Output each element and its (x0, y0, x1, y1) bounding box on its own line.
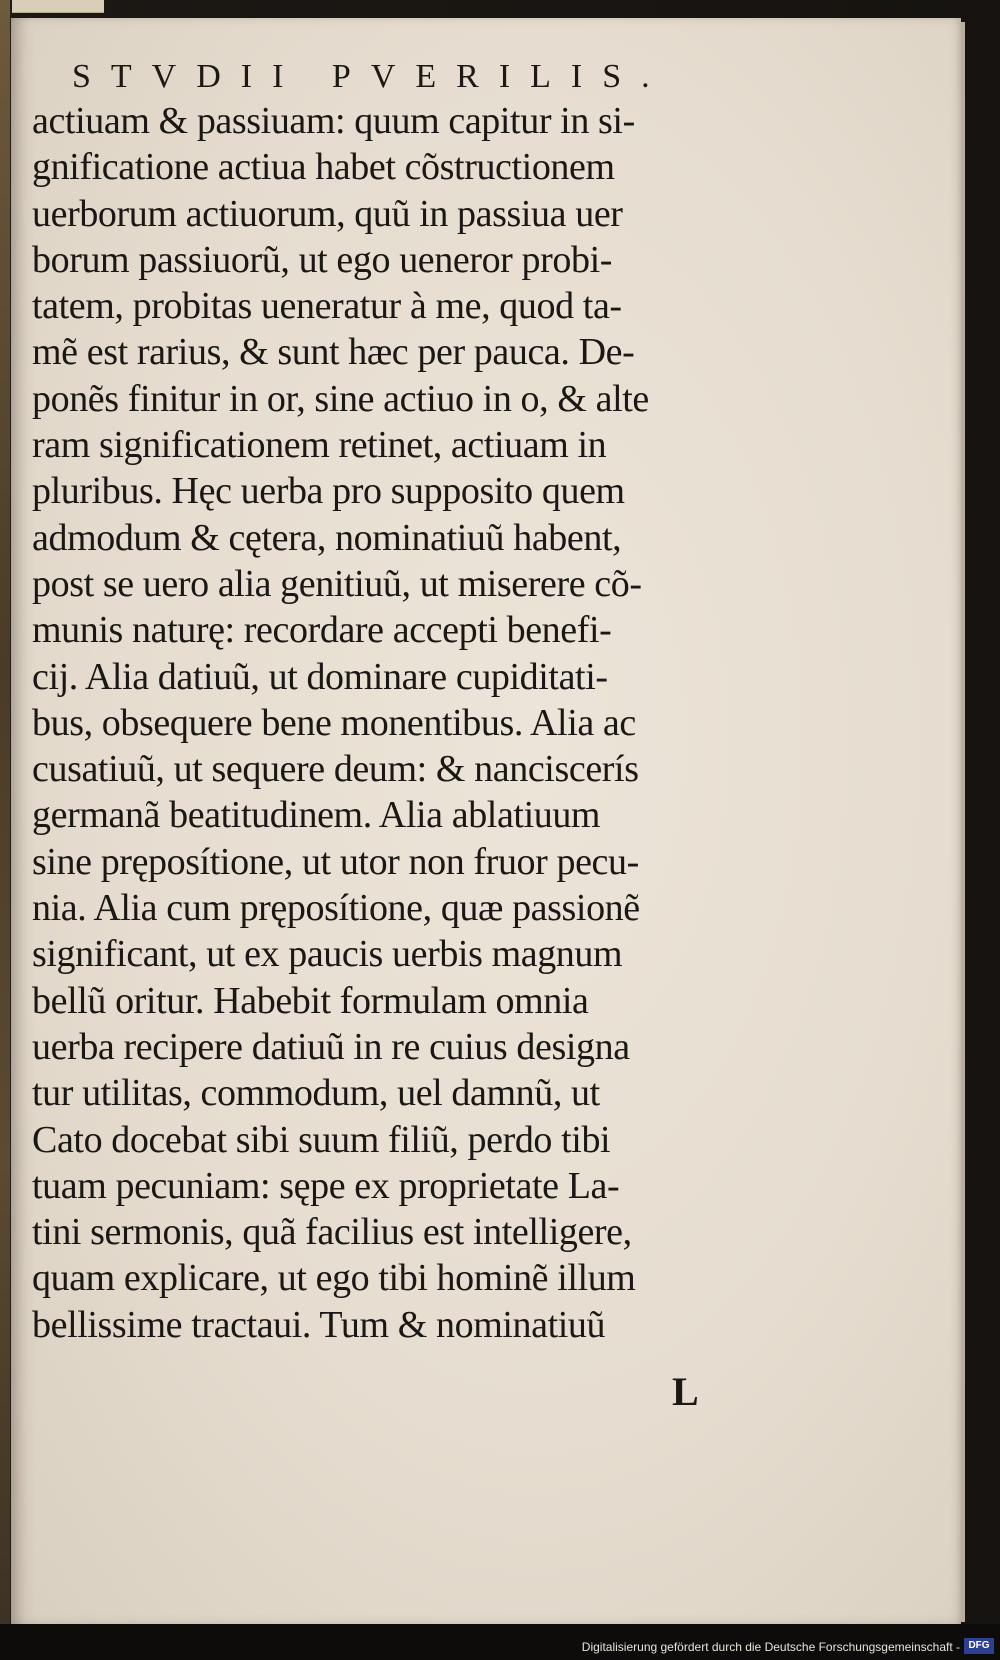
text-line: admodum & cętera, nominatiuũ habent, (32, 516, 622, 559)
text-line: uerborum actiuorum, quũ in passiua uer (32, 192, 623, 235)
text-line: gnificatione actiua habet cõstructionem (32, 146, 615, 189)
text-line: ponẽs finitur in or, sine actiuo in o, & alte (32, 377, 649, 420)
text-line: quam explicare, ut ego tibi hominẽ illum (32, 1257, 636, 1300)
text-line: tuam pecuniam: sępe ex proprietate La- (32, 1164, 620, 1207)
digitization-credit: Digitalisierung gefördert durch die Deutsche Forschungsgemeinschaft - (581, 1640, 960, 1654)
book-spine (0, 0, 10, 1660)
text-line: borum passiuorũ, ut ego ueneror probi- (32, 238, 612, 281)
text-line: post se uero alia genitiuũ, ut miserere cõ- (32, 562, 642, 605)
signature-mark: L (672, 1369, 699, 1414)
text-line: uerba recipere datiuũ in re cuius designa (32, 1025, 630, 1068)
text-line: mẽ est rarius, & sunt hæc per pauca. De- (32, 331, 635, 374)
dfg-logo-icon: DFG (964, 1638, 994, 1654)
text-line: tur utilitas, commodum, uel damnũ, ut (32, 1072, 600, 1115)
text-line: bellissime tractaui. Tum & nominatiuũ (32, 1303, 606, 1346)
text-line: pluribus. Hęc uerba pro supposito quem (32, 470, 625, 513)
text-line: Cato docebat sibi suum filiũ, perdo tibi (32, 1118, 611, 1161)
text-line: germanã beatitudinem. Alia ablatiuum (32, 794, 601, 837)
text-line: tini sermonis, quã facilius est intelligere, (32, 1211, 632, 1254)
text-line: cusatiuũ, ut sequere deum: & nanciscerís (32, 748, 639, 791)
text-line: munis naturę: recordare accepti benefi- (32, 609, 612, 652)
page-edge (961, 22, 965, 1622)
text-line: nia. Alia cum pręposítione, quæ passionẽ (32, 887, 640, 930)
text-line: sine pręposítione, ut utor non fruor pecu- (32, 840, 639, 883)
body-text (32, 98, 772, 1348)
text-line: tatem, probitas ueneratur à me, quod ta- (32, 285, 622, 328)
text-line: ram significationem retinet, actiuam in (32, 424, 607, 467)
text-line: actiuam & passiuam: quum capitur in si- (32, 100, 635, 142)
text-line: bellũ oritur. Habebit formulam omnia (32, 979, 589, 1022)
page-tab (12, 0, 104, 13)
text-line: cij. Alia datiuũ, ut dominare cupiditati- (32, 655, 608, 698)
running-head: STVDII PVERILIS. (72, 58, 670, 95)
text-line: bus, obsequere bene monentibus. Alia ac (32, 701, 636, 744)
text-line: significant, ut ex paucis uerbis magnum (32, 933, 623, 976)
